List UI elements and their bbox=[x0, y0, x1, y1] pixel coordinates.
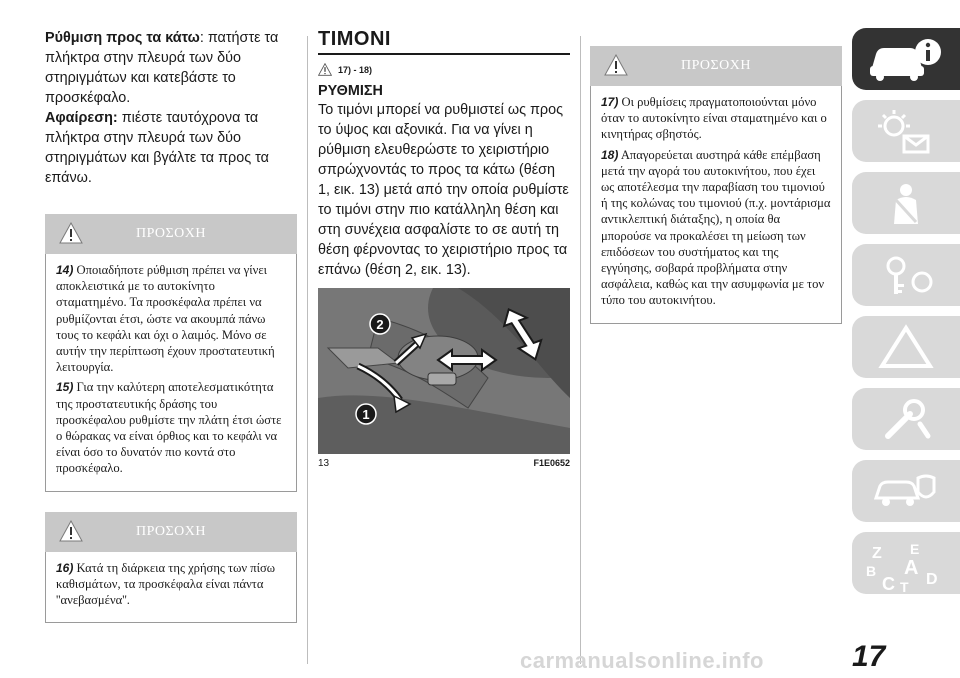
car-shield-icon bbox=[866, 468, 946, 514]
section-title: ΤΙΜΟΝΙ bbox=[318, 28, 391, 50]
tab-technical-data[interactable] bbox=[852, 460, 960, 522]
triangle-icon bbox=[866, 324, 946, 370]
figure-ref-label: , εικ. bbox=[326, 182, 359, 198]
tab-starting-driving[interactable] bbox=[852, 244, 960, 306]
index-letter: B bbox=[866, 563, 877, 579]
figure-caption bbox=[318, 458, 570, 469]
warning-item-text: Οποιαδήποτε ρύθμιση πρέπει να γίνει αποκλειστικά με το αυτοκίνητο σταματημένο. Τα προσκέφαλα πρέπει να ρυθμίζονται έτσι, ώστε να ακουμπά πάνω τους το κεφάλι και όχι ο λαιμός. Μόνο σε αυτήν την περίπτωση έχουν προστατευτική λειτουργία. bbox=[56, 263, 275, 375]
figure-code: F1E0652 bbox=[533, 458, 570, 468]
body-text: ). bbox=[461, 262, 471, 278]
wrench-icon bbox=[866, 396, 946, 442]
figure-ref: 13 bbox=[358, 182, 375, 198]
warning-refs-text: 17) - 18) bbox=[338, 64, 373, 75]
index-letter: E bbox=[910, 541, 920, 557]
subsection-title: ΡΥΘΜΙΣΗ bbox=[318, 83, 383, 99]
warning-item-number: 14) bbox=[56, 263, 74, 277]
key-icon bbox=[866, 252, 946, 298]
column-divider bbox=[307, 36, 308, 664]
callout-1 bbox=[356, 404, 376, 424]
car-info-icon bbox=[866, 36, 946, 82]
warning-triangle-icon bbox=[318, 63, 332, 76]
steering-column-figure bbox=[318, 288, 570, 454]
column-divider bbox=[580, 36, 581, 664]
warning-item bbox=[56, 379, 286, 476]
section-rule bbox=[318, 53, 570, 55]
index-letters-icon bbox=[866, 540, 946, 594]
seatbelt-icon bbox=[866, 180, 946, 226]
warning-item-number: 17) bbox=[601, 95, 619, 109]
index-letter: D bbox=[926, 571, 938, 588]
body-text: ) μετά από την οποία ρυθμίστε το τιμόνι στην πιο κατάλληλη θέση και στη συνέχεια ασφαλίστε το σε αυτή τη θέση φέρνοντας το χειριστήριο προς τα επάνω (θέση bbox=[318, 182, 569, 278]
warning-item-number: 18) bbox=[601, 147, 619, 162]
tab-maintenance[interactable] bbox=[852, 388, 960, 450]
page-number: 17 bbox=[852, 640, 886, 673]
label-adjust-down: Ρύθμιση προς τα κάτω bbox=[45, 30, 200, 46]
warning-item-number: 15) bbox=[56, 380, 74, 395]
warning-item-number: 16) bbox=[56, 560, 74, 575]
figure-ref-label: , εικ. bbox=[413, 262, 446, 278]
warning-item bbox=[601, 147, 831, 309]
warning-body bbox=[45, 552, 297, 624]
text-adjust-down: : πατήστε τα πλήκτρα στην πλευρά των δύο στηριγμάτων και κατεβάστε το προσκέφαλο. bbox=[45, 30, 279, 106]
warning-header bbox=[45, 214, 297, 254]
callout-1-label: 1 bbox=[362, 407, 370, 422]
steering-adjust-paragraph bbox=[318, 100, 570, 280]
paragraph-removal bbox=[45, 108, 297, 188]
warning-references bbox=[318, 63, 570, 76]
warning-body bbox=[45, 254, 297, 492]
tab-safety[interactable] bbox=[852, 172, 960, 234]
warning-body bbox=[590, 86, 842, 324]
tab-emergency[interactable] bbox=[852, 316, 960, 378]
position-ref: 1 bbox=[318, 182, 327, 198]
body-text: Το τιμόνι μπορεί να ρυθμιστεί ως προς το ύψος και αξονικά. Για να γίνει η ρύθμιση ελευθερώστε το χειριστήριο σπρώχνοντάς το προς τα κάτω (θέση bbox=[318, 102, 564, 178]
tab-warning-lights[interactable] bbox=[852, 100, 960, 162]
warning-item-text: Απαγορεύεται αυστηρά κάθε επέμβαση μετά την αγορά του αυτοκινήτου, που έχει ως αποτέλεσμα την παραβίαση του τιμονιού ή της κολώνας του τιμονιού (π.χ. μοντάρισμα αντικλεπτική διάταξης), η οποία θα μπορούσε να προκαλέσει τη μείωση των επιδόσεων του συστήματος και της εγγύησης, σοβαρά προβλήματα στην ασφάλεια, καθώς και την ασυμφωνία με τον τύπο του αυτοκινήτου. bbox=[601, 147, 831, 308]
tab-car-info[interactable] bbox=[852, 28, 960, 90]
warning-lights-icon bbox=[866, 108, 946, 154]
column-3 bbox=[590, 28, 842, 324]
warning-header bbox=[590, 46, 842, 86]
index-letter: T bbox=[900, 579, 909, 594]
chapter-tabs bbox=[852, 28, 960, 648]
figure-ref: 13 bbox=[445, 262, 462, 278]
text-removal: πιέστε ταυτόχρονα τα πλήκτρα στην πλευρά των δύο στηριγμάτων και βγάλτε τα προς τα επάνω. bbox=[45, 110, 269, 186]
paragraph-adjust-down bbox=[45, 28, 297, 108]
position-ref: 2 bbox=[404, 262, 413, 278]
column-1 bbox=[45, 28, 297, 623]
callout-2-label: 2 bbox=[376, 317, 384, 332]
warning-item bbox=[56, 262, 286, 375]
warning-label: ΠΡΟΣΟΧΗ bbox=[681, 58, 751, 73]
watermark: carmanualsonline.info bbox=[520, 648, 764, 673]
warning-item bbox=[601, 94, 831, 143]
warning-item bbox=[56, 560, 286, 609]
index-letter: A bbox=[904, 557, 919, 579]
warning-item-text: Για την καλύτερη αποτελεσματικότητα της προστατευτικής δράσης του προσκέφαλου ρυθμίστε την πλάτη έτσι ώστε ο θώρακας να είναι όρθιος και το κεφάλι να είναι όσο το δυνατόν πιο κοντά στο προσκέφαλο. bbox=[56, 380, 282, 476]
tab-index[interactable] bbox=[852, 532, 960, 594]
callout-2 bbox=[370, 314, 390, 334]
column-2 bbox=[318, 28, 570, 280]
steering-illustration bbox=[318, 288, 570, 454]
index-letter: Z bbox=[872, 545, 882, 562]
warning-label: ΠΡΟΣΟΧΗ bbox=[136, 523, 206, 539]
figure-number: 13 bbox=[318, 458, 330, 469]
index-letter: C bbox=[882, 574, 895, 594]
warning-item-text: Κατά τη διάρκεια της χρήσης των πίσω καθισμάτων, τα προσκέφαλα είναι πάντα ''ανεβασμένα''. bbox=[56, 560, 276, 608]
label-removal: Αφαίρεση: bbox=[45, 110, 118, 126]
warning-label: ΠΡΟΣΟΧΗ bbox=[136, 226, 206, 241]
warning-header bbox=[45, 512, 297, 552]
warning-item-text: Οι ρυθμίσεις πραγματοποιούνται μόνο όταν το αυτοκίνητο είναι σταματημένο και ο κινητήρας σβηστός. bbox=[601, 95, 827, 142]
